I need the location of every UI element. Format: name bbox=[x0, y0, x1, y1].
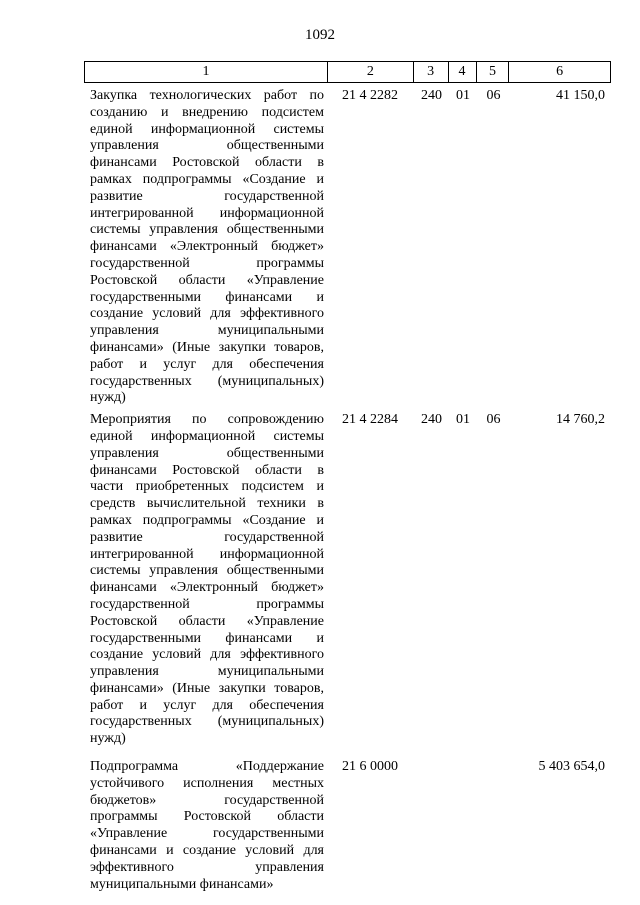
table-header-row bbox=[84, 61, 611, 83]
header-col-5: 5 bbox=[477, 62, 510, 82]
budget-table bbox=[84, 61, 611, 893]
header-col-3: 3 bbox=[414, 62, 449, 82]
row-subsection bbox=[477, 759, 510, 893]
row-target-code: 21 6 0000 bbox=[342, 759, 398, 775]
row-expense-type: 240 bbox=[421, 88, 442, 103]
page-number: 1092 bbox=[305, 27, 335, 43]
row-expense-type bbox=[414, 759, 449, 893]
table-row bbox=[84, 759, 611, 893]
row-amount: 5 403 654,0 bbox=[538, 759, 605, 775]
row-section: 01 bbox=[456, 88, 470, 103]
row-section bbox=[449, 759, 477, 893]
row-subsection: 06 bbox=[486, 88, 501, 103]
table-row bbox=[84, 88, 611, 407]
header-col-1: 1 bbox=[85, 62, 328, 82]
row-expense-type: 240 bbox=[421, 412, 442, 428]
row-description: Подпрограмма «Поддержание устойчивого исполнения местных бюджетов» государственной программы Ростовской области «Управление государственными финансами и создание условий для эффективного управления муниципальными финансами» bbox=[90, 759, 324, 892]
row-description: Закупка технологических работ по созданию и внедрению подсистем единой информационной системы управления общественными финансами Ростовской области в рамках подпрограммы «Создание и развитие государственной интегрированной информационной системы управления общественными финансами «Электронный бюджет» государственной программы Ростовской области «Управление государственными финансами и создание условий для эффективного управления муниципальными финансами» (Иные закупки товаров, работ и услуг для обеспечения государственных (муниципальных) нужд) bbox=[90, 88, 324, 406]
row-amount: 14 760,2 bbox=[556, 412, 605, 428]
header-col-4: 4 bbox=[449, 62, 477, 82]
row-section: 01 bbox=[456, 412, 470, 428]
table-row bbox=[84, 412, 611, 748]
header-col-6: 6 bbox=[556, 64, 564, 79]
row-amount: 41 150,0 bbox=[556, 88, 605, 103]
row-description: Мероприятия по сопровождению единой информационной системы управления общественными финансами Ростовской области в части приобретенных подсистем и средств вычислительной техники в рамках подпрограммы «Создание и развитие государственной интегрированной информационной системы управления общественными финансами «Электронный бюджет» государственной программы Ростовской области «Управление государственными финансами и создание условий для эффективного управления муниципальными финансами» (Иные закупки товаров, работ и услуг для обеспечения государственных (муниципальных) нужд) bbox=[90, 412, 324, 747]
header-col-2: 2 bbox=[328, 62, 414, 82]
row-subsection: 06 bbox=[486, 412, 501, 428]
row-target-code: 21 4 2282 bbox=[342, 88, 398, 103]
row-target-code: 21 4 2284 bbox=[342, 412, 398, 428]
